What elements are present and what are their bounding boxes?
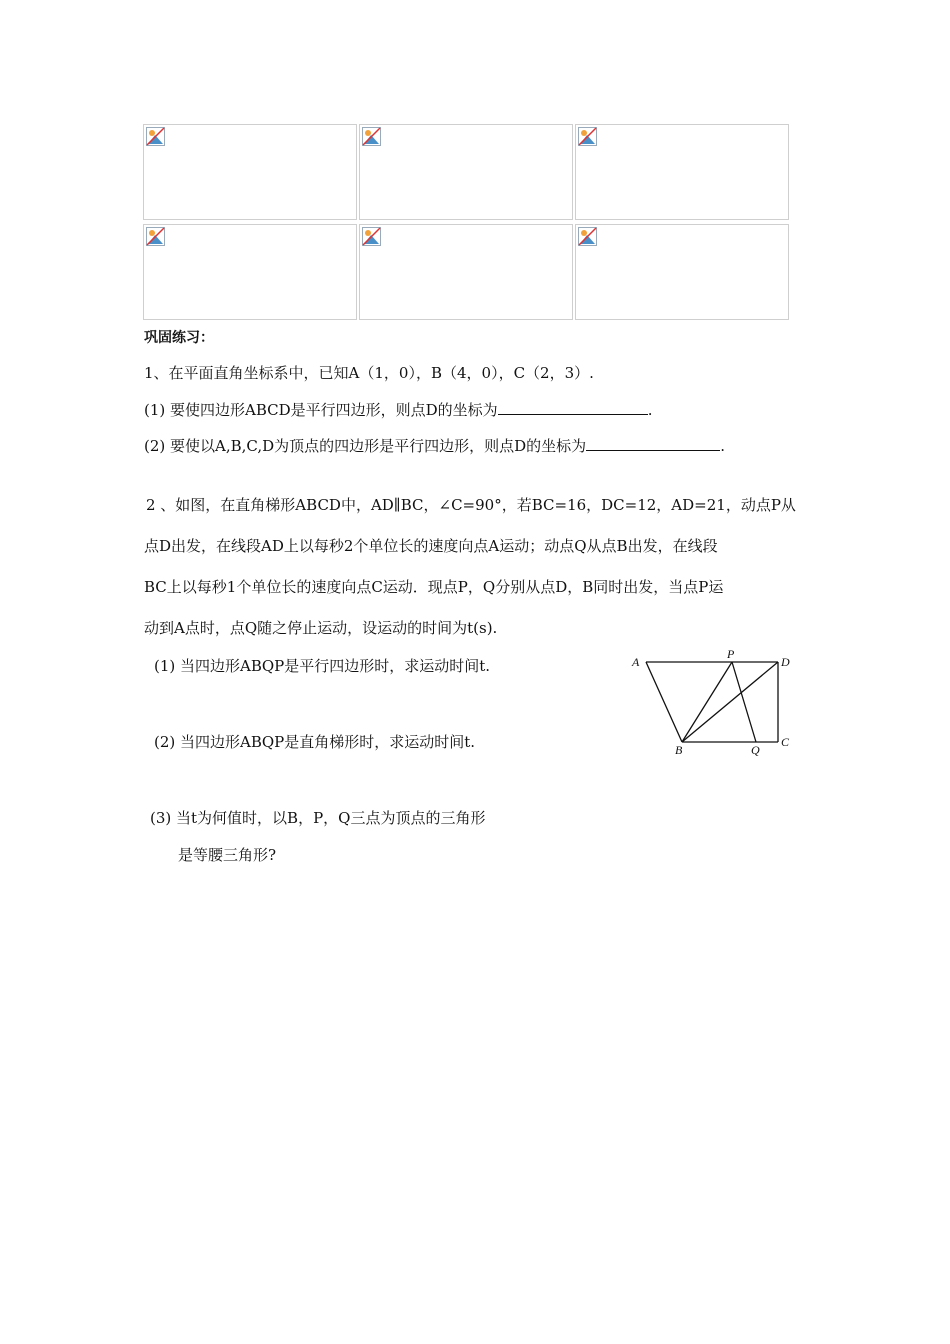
question-2-line-3: BC上以每秒1个单位长的速度向点C运动．现点P，Q分别从点D，B同时出发，当点P运: [144, 578, 724, 596]
question-2-part-2: (2) 当四边形ABQP是直角梯形时，求运动时间t.: [154, 733, 476, 751]
broken-image-icon: [362, 227, 381, 246]
image-placeholder: [575, 124, 789, 220]
image-placeholder: [575, 224, 789, 320]
answer-blank: [498, 398, 648, 415]
question-1-part-2-text: (2) 要使以A,B,C,D为顶点的四边形是平行四边形，则点D的坐标为: [144, 437, 587, 455]
question-1-part-1: [144, 398, 652, 420]
question-1-part-1-end: .: [647, 401, 653, 419]
broken-image-icon: [146, 127, 165, 146]
image-grid: [143, 124, 791, 322]
label-P: P: [727, 648, 735, 661]
question-1-part-1-text: (1) 要使四边形ABCD是平行四边形，则点D的坐标为: [144, 401, 498, 419]
segment-AB: [646, 662, 682, 742]
question-2-line-4: 动到A点时，点Q随之停止运动，设运动的时间为t(s).: [144, 619, 498, 637]
segment-PQ: [732, 662, 756, 742]
question-1-part-2-end: .: [720, 437, 725, 455]
segment-BP: [682, 662, 732, 742]
label-Q: Q: [751, 743, 760, 757]
image-placeholder: [359, 224, 573, 320]
image-placeholder: [143, 124, 357, 220]
broken-image-icon: [146, 227, 165, 246]
question-2-part-3: (3) 当t为何值时，以B，P，Q三点为顶点的三角形: [150, 809, 486, 827]
question-2-line-2: 点D出发，在线段AD上以每秒2个单位长的速度向点A运动；动点Q从点B出发，在线段: [144, 537, 718, 555]
segment-BD: [682, 662, 778, 742]
question-1-stem: 1、在平面直角坐标系中，已知A（1，0），B（4，0），C（2，3）.: [144, 364, 594, 382]
question-2-part-1: (1) 当四边形ABQP是平行四边形时，求运动时间t.: [154, 657, 491, 675]
label-B: B: [675, 743, 683, 757]
label-A: A: [632, 655, 640, 669]
section-heading: 巩固练习：: [144, 330, 214, 346]
question-2-line-1: 2 、如图，在直角梯形ABCD中，AD∥BC，∠C=90°，若BC=16，DC=12，AD=21，动点P从: [146, 496, 796, 514]
question-1-part-2: [144, 434, 725, 456]
label-C: C: [781, 735, 790, 749]
image-placeholder: [359, 124, 573, 220]
trapezoid-figure: [626, 648, 796, 758]
broken-image-icon: [578, 127, 597, 146]
answer-blank: [586, 434, 720, 451]
label-D: D: [781, 655, 790, 669]
broken-image-icon: [578, 227, 597, 246]
image-placeholder: [143, 224, 357, 320]
broken-image-icon: [362, 127, 381, 146]
question-2-part-3-cont: 是等腰三角形?: [178, 846, 277, 864]
